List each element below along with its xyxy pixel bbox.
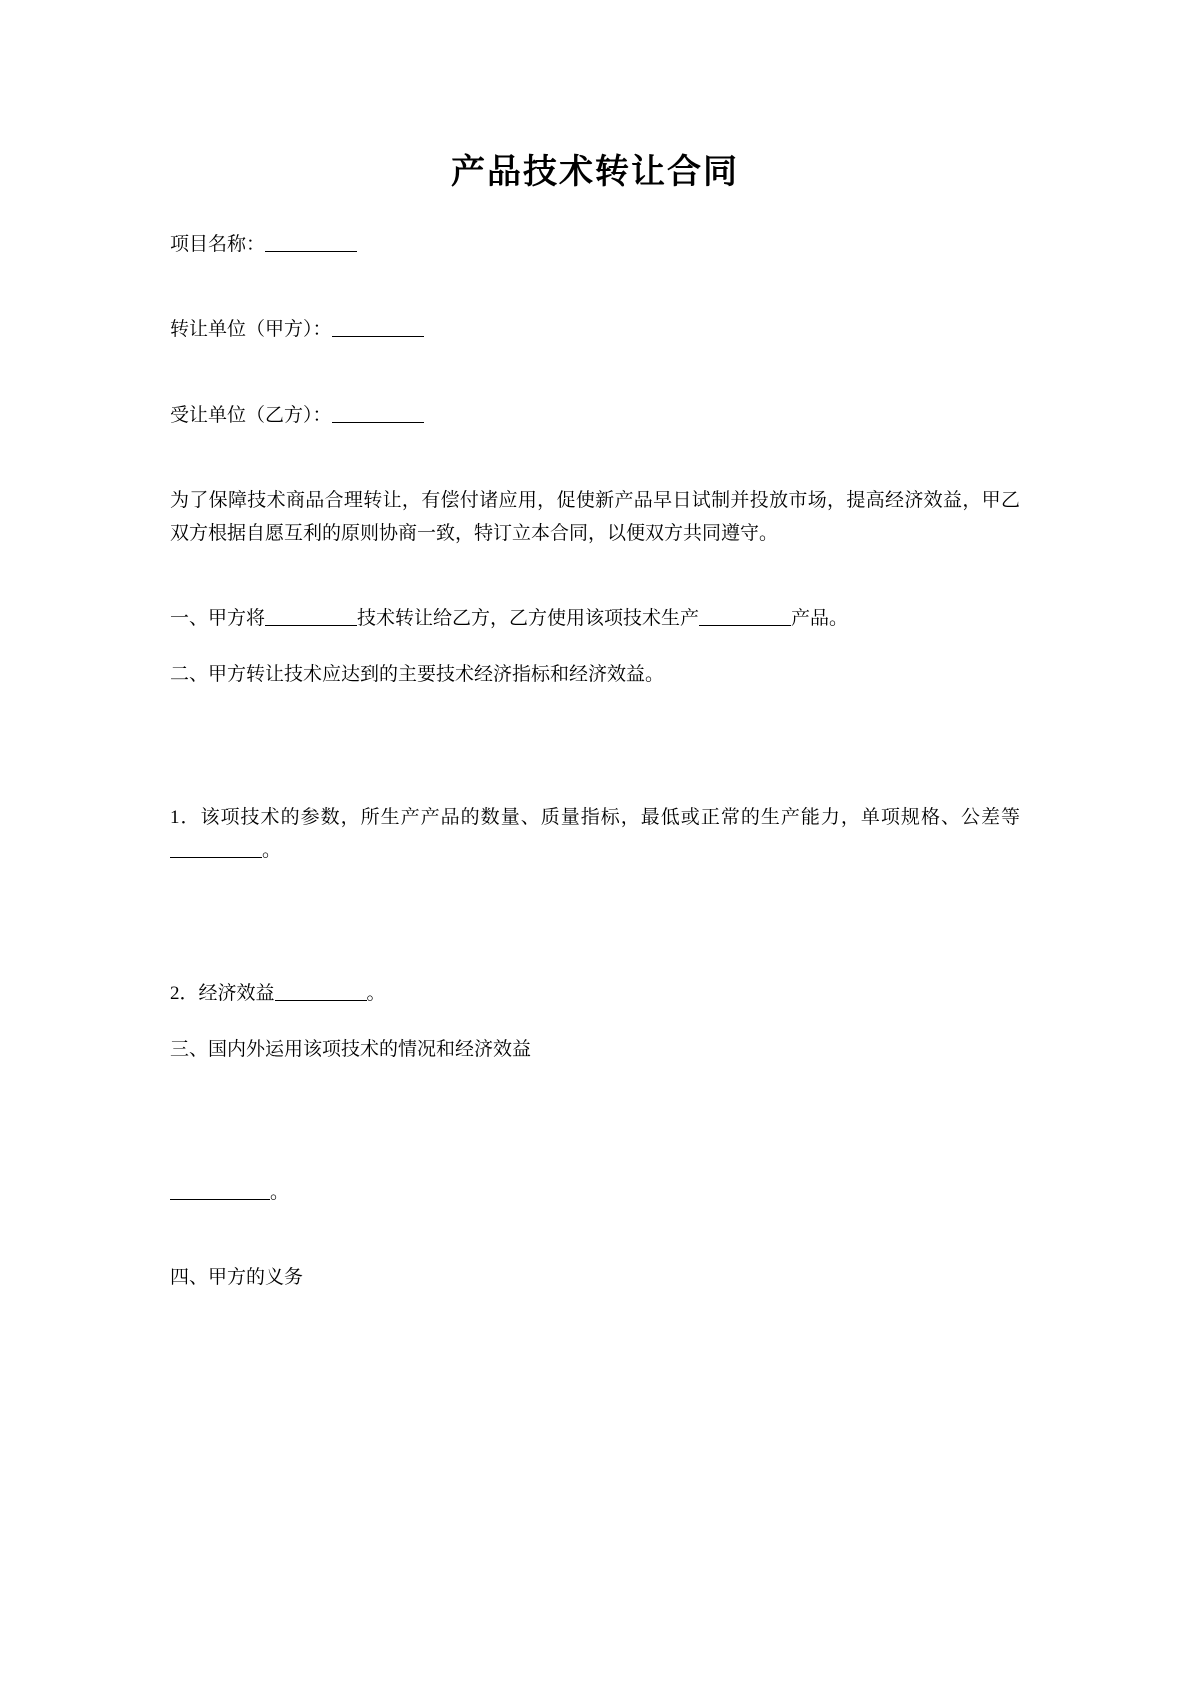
- clause-1-blank-technology[interactable]: [265, 606, 357, 626]
- clause-3-blank-suffix: 。: [270, 1181, 290, 1203]
- clause-2-item-2-blank[interactable]: [275, 981, 367, 1001]
- spacer: [170, 347, 1020, 399]
- clause-1: [170, 602, 1020, 635]
- field-project-name-label: 项目名称：: [170, 234, 266, 256]
- field-transferee-input[interactable]: [332, 403, 424, 423]
- clause-2-item-2: [170, 977, 1020, 1010]
- clause-3-blank-line: [170, 1176, 1020, 1209]
- clause-2-item-1-suffix: 。: [262, 840, 282, 862]
- field-project-name: [170, 228, 1020, 261]
- field-transferee-label: 受让单位（乙方）：: [170, 404, 332, 426]
- preamble-paragraph: 为了保障技术商品合理转让，有偿付诸应用，促使新产品早日试制并投放市场，提高经济效益，甲乙双方根据自愿互利的原则协商一致，特订立本合同，以便双方共同遵守。: [170, 489, 1020, 545]
- page-title: 产品技术转让合同: [451, 152, 739, 192]
- clause-2-item-1: [170, 801, 1020, 868]
- clause-4: 四、甲方的义务: [170, 1267, 304, 1289]
- spacer: [170, 432, 1020, 484]
- spacer: [170, 1011, 1020, 1033]
- clause-2-item-1-prefix: 1．该项技术的参数，所生产产品的数量、质量指标，最低或正常的生产能力，单项规格、公差等: [170, 806, 1020, 828]
- clause-1-suffix: 产品。: [791, 608, 849, 630]
- clause-1-middle: 技术转让给乙方，乙方使用该项技术生产: [357, 608, 700, 630]
- clause-1-prefix: 一、甲方将: [170, 608, 266, 630]
- spacer: [170, 867, 1020, 977]
- clause-3: 三、国内外运用该项技术的情况和经济效益: [170, 1038, 532, 1060]
- field-project-name-input[interactable]: [265, 232, 357, 252]
- spacer: [170, 550, 1020, 602]
- field-transferor-input[interactable]: [332, 317, 424, 337]
- spacer: [170, 1066, 1020, 1176]
- field-transferor-label: 转让单位（甲方）：: [170, 319, 332, 341]
- spacer: [170, 691, 1020, 801]
- field-transferee: [170, 399, 1020, 432]
- clause-2-item-2-suffix: 。: [366, 983, 386, 1005]
- clause-2: 二、甲方转让技术应达到的主要技术经济指标和经济效益。: [170, 663, 665, 685]
- spacer: [170, 1209, 1020, 1261]
- field-transferor: [170, 313, 1020, 346]
- clause-2-item-2-prefix: 2．经济效益: [170, 983, 275, 1005]
- spacer: [170, 261, 1020, 313]
- clause-1-blank-product[interactable]: [699, 606, 791, 626]
- clause-3-blank[interactable]: [170, 1180, 270, 1200]
- spacer: [170, 636, 1020, 658]
- clause-2-item-1-blank[interactable]: [170, 838, 262, 858]
